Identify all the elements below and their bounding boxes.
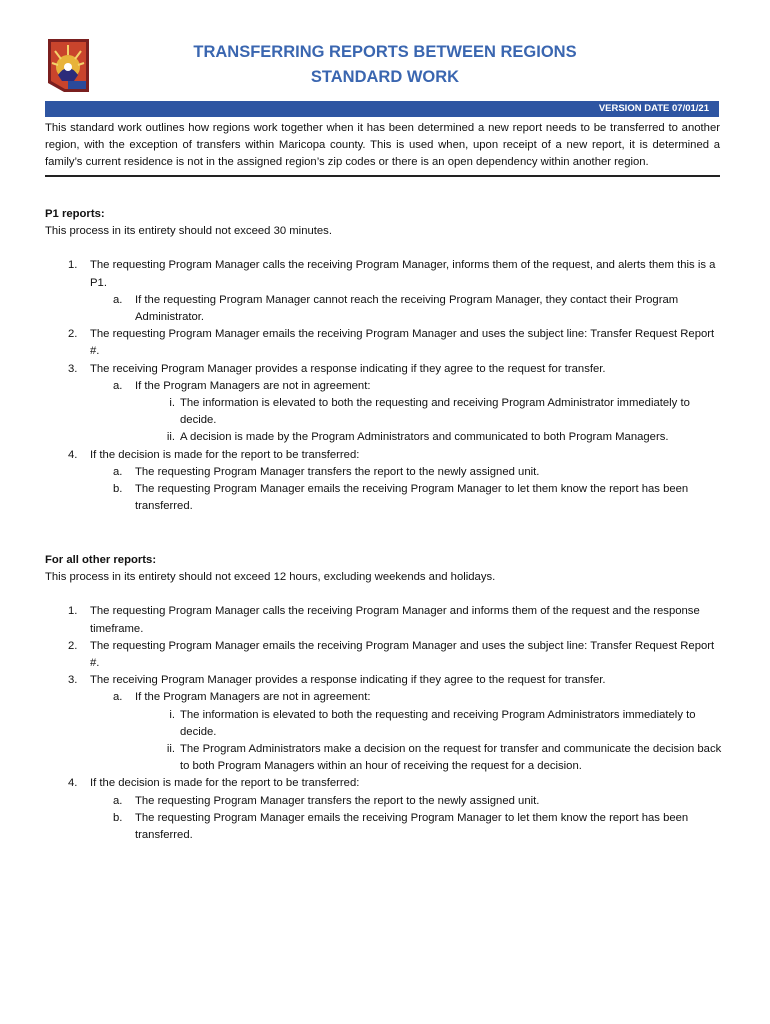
other-steps [45,603,725,844]
list-item: a. If the requesting Program Manager cannot reach the receiving Program Manager, they contact their Program Administrator. [113,293,679,324]
list-item: b. The requesting Program Manager emails the receiving Program Manager to let them know the report has been transferred. [113,811,689,842]
intro-paragraph: This standard work outlines how regions work together when it has been determined a new report needs to be transferred to another region, with the exception of transfers within Maricopa county. This is used when, upon receipt of a new report, it is determined a family’s current residence is not in the assigned region’s zip codes or there is an open dependency within another region. [45,120,720,177]
document-title [0,40,770,90]
other-summary: This process in its entirety should not exceed 12 hours, excluding weekends and holidays. [45,571,496,584]
title-line-2: STANDARD WORK [310,68,460,86]
version-bar [45,101,719,117]
p1-section [45,206,725,515]
list-item: 1. The requesting Program Manager calls the receiving Program Manager and informs them of the request and the response timeframe. [68,605,700,635]
title-line-1: TRANSFERRING REPORTS BETWEEN REGIONS [193,43,577,61]
list-item: ii. The Program Administrators make a decision on the request for transfer and communicate the decision back to both Program Managers within an hour of receiving the request for a decision. [166,743,722,773]
list-item: 3. The receiving Program Manager provides a response indicating if they agree to the request for transfer. a. If the Program Managers are not in agreement: i. The information is elevated to both the requesting and receiving Program Administrator immediately to decide. ii. A decision is made by the Program Administrators and communicated to both Program Managers. [45,361,725,447]
list-item: ii. A decision is made by the Program Administrators and communicated to both Program Managers. [166,431,669,444]
other-heading: For all other reports: [45,554,157,566]
p1-steps [45,257,725,515]
p1-summary: This process in its entirety should not exceed 30 minutes. [45,225,332,238]
list-item: b. The requesting Program Manager emails the receiving Program Manager to let them know the report has been transferred. [113,483,689,513]
list-item: 4. If the decision is made for the report to be transferred: a. The requesting Program Manager transfers the report to the newly assigned unit. b. The requesting Program Manager emails the receiving Program Manager to let them know the report has been transferred. [45,447,725,516]
list-item: 2. The requesting Program Manager emails the receiving Program Manager and uses the subject line: Transfer Request Report #. [68,328,715,358]
list-item: 4. If the decision is made for the report to be transferred: a. The requesting Program Manager transfers the report to the newly assigned unit. b. The requesting Program Manager emails the receiving Program Manager to let them know the report has been transferred. [45,775,725,844]
list-item: a. If the Program Managers are not in agreement: i. The information is elevated to both the requesting and receiving Program Administrators immediately to decide. ii. The Program Administrators make a decision on the request for transfer and communicate the decision back to both Program Managers within an hour of receiving the request for a decision. [90,689,725,775]
list-item: 3. The receiving Program Manager provides a response indicating if they agree to the request for transfer. a. If the Program Managers are not in agreement: i. The information is elevated to both the requesting and receiving Program Administrators immediately to decide. ii. The Program Administrators make a decision on the request for transfer and communicate the decision back to both Program Managers within an hour of receiving the request for a decision. [45,672,725,775]
list-item: a. If the Program Managers are not in agreement: i. The information is elevated to both the requesting and receiving Program Administrator immediately to decide. ii. A decision is made by the Program Administrators and communicated to both Program Managers. [90,378,725,447]
list-item: 1. The requesting Program Manager calls the receiving Program Manager, informs them of the request, and alerts them this is a P1. a. If the requesting Program Manager cannot reach the receiving Program Manager, they contact their Program Administrator. [45,257,725,326]
other-reports-section [45,552,725,844]
list-item: i. The information is elevated to both the requesting and receiving Program Administrator immediately to decide. [169,397,690,427]
list-item: a. The requesting Program Manager transfers the report to the newly assigned unit. [113,465,540,478]
list-item: i. The information is elevated to both the requesting and receiving Program Administrators immediately to decide. [169,708,696,738]
p1-heading: P1 reports: [45,208,105,220]
list-item: 2. The requesting Program Manager emails the receiving Program Manager and uses the subject line: Transfer Request Report #. [68,639,715,670]
version-date: VERSION DATE 07/01/21 [598,103,709,114]
list-item: a. The requesting Program Manager transfers the report to the newly assigned unit. [113,794,540,807]
